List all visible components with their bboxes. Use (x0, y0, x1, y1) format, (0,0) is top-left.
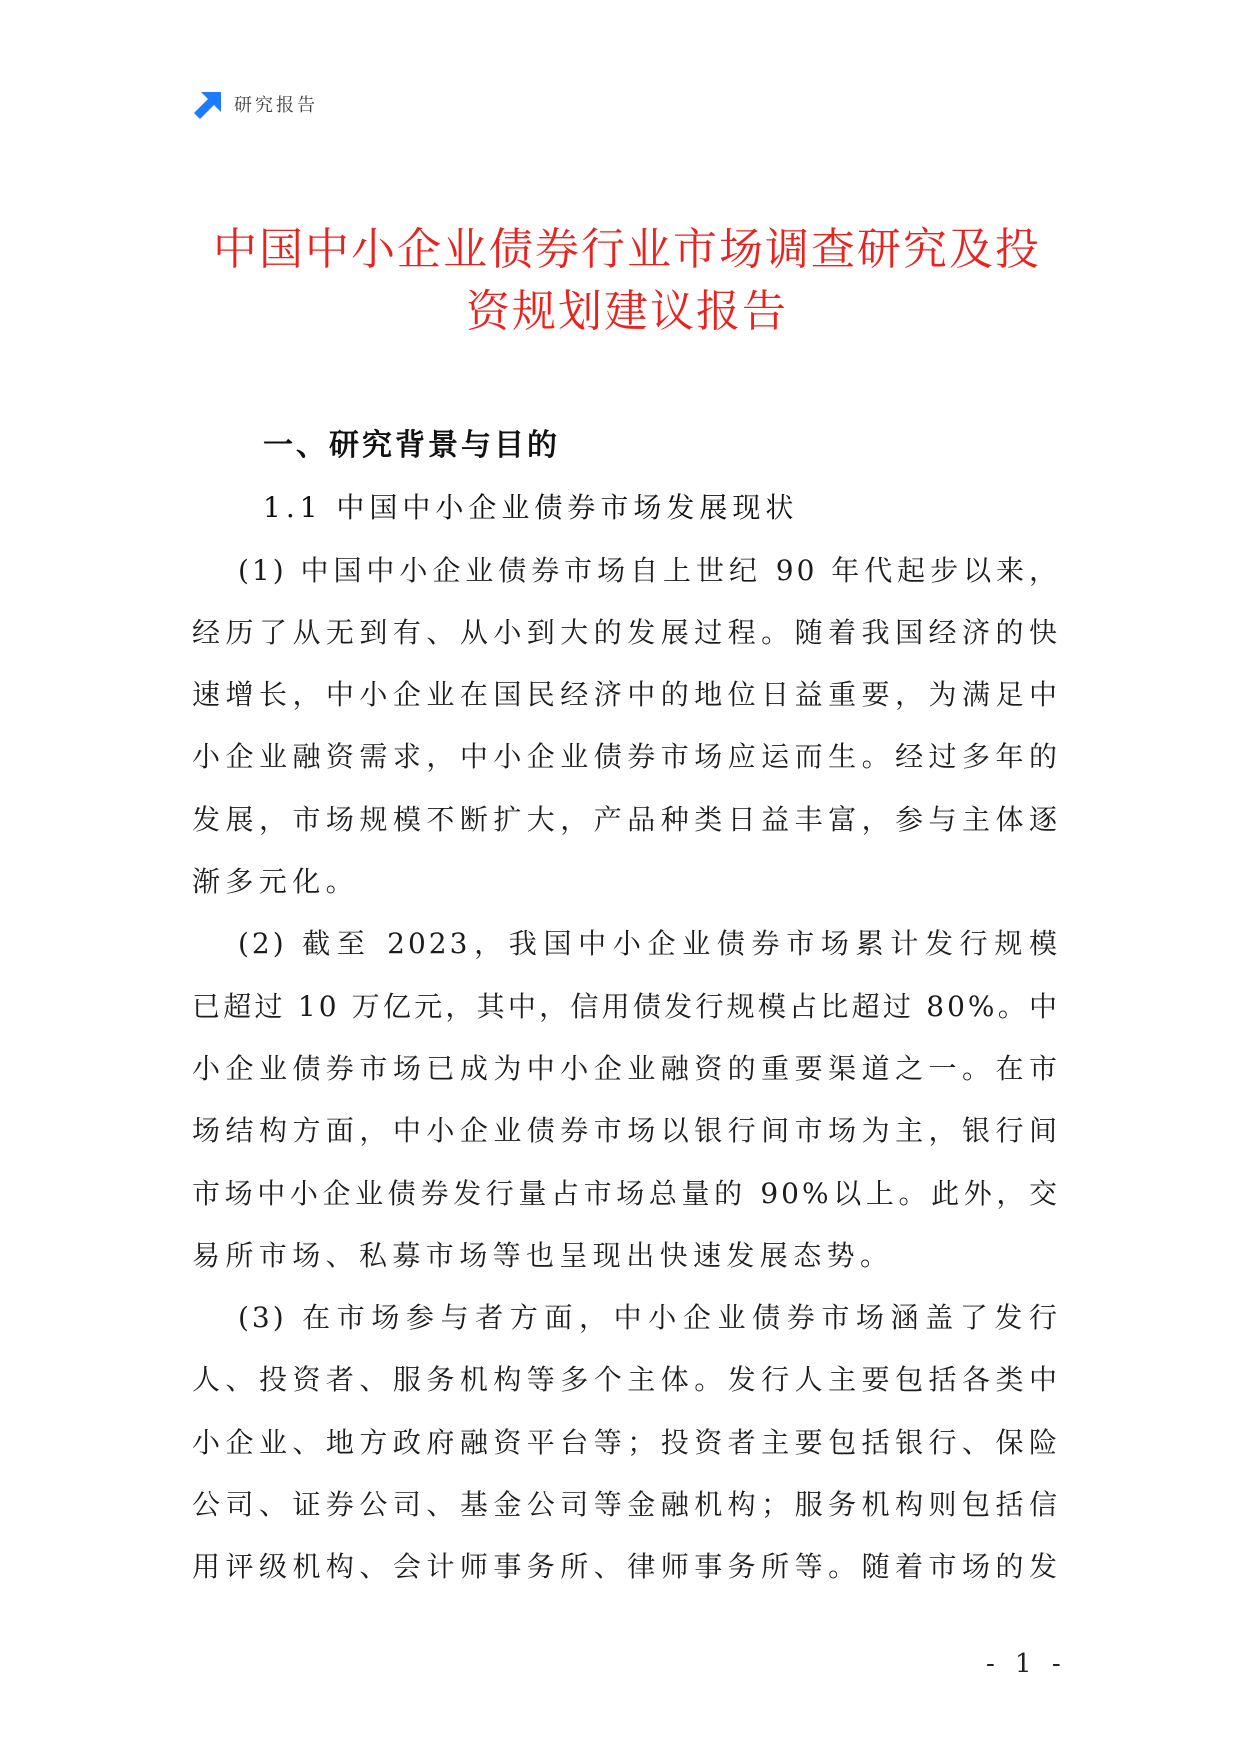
paragraph-1 (192, 540, 1060, 914)
paragraph-line: 经历了从无到有、从小到大的发展过程。随着我国经济的快 (192, 615, 1060, 649)
title-line-1: 中国中小企业债券行业市场调查研究及投 (213, 224, 1041, 275)
paragraph-line: (3) 在市场参与者方面，中小企业债券市场涵盖了发行 (238, 1301, 1060, 1335)
arrow-up-right-icon (192, 91, 222, 121)
paragraph-line: 渐多元化。 (192, 865, 360, 899)
page-number: - 1 - (986, 1649, 1067, 1679)
paragraph-line: 公司、证券公司、基金公司等金融机构；服务机构则包括信 (192, 1488, 1060, 1522)
document-title (192, 219, 1060, 343)
paragraph-line: (2) 截至 2023，我国中小企业债券市场累计发行规模 (238, 927, 1060, 961)
document-body (192, 415, 1060, 1599)
paragraph-line: 小企业债券市场已成为中小企业融资的重要渠道之一。在市 (192, 1051, 1060, 1085)
header-label: 研究报告 (234, 95, 318, 116)
subsection-heading: 1.1 中国中小企业债券市场发展现状 (263, 491, 799, 525)
paragraph-line: 易所市场、私募市场等也呈现出快速发展态势。 (192, 1238, 894, 1272)
paragraph-line: 发展，市场规模不断扩大，产品种类日益丰富，参与主体逐 (192, 802, 1060, 836)
paragraph-line: 用评级机构、会计师事务所、律师事务所等。随着市场的发 (192, 1550, 1060, 1584)
report-header (192, 90, 318, 122)
paragraph-line: 小企业融资需求，中小企业债券市场应运而生。经过多年的 (192, 740, 1060, 774)
paragraph-line: 已超过 10 万亿元，其中，信用债发行规模占比超过 80%。中 (192, 989, 1060, 1023)
paragraph-3 (192, 1287, 1060, 1598)
paragraph-2 (192, 913, 1060, 1287)
paragraph-line: (1) 中国中小企业债券市场自上世纪 90 年代起步以来， (238, 553, 1060, 587)
paragraph-line: 小企业、地方政府融资平台等；投资者主要包括银行、保险 (192, 1425, 1060, 1459)
section-heading: 一、研究背景与目的 (263, 428, 560, 463)
title-line-2: 资规划建议报告 (466, 286, 788, 337)
paragraph-line: 人、投资者、服务机构等多个主体。发行人主要包括各类中 (192, 1363, 1060, 1397)
paragraph-line: 速增长，中小企业在国民经济中的地位日益重要，为满足中 (192, 678, 1060, 712)
paragraph-line: 场结构方面，中小企业债券市场以银行间市场为主，银行间 (192, 1114, 1060, 1148)
paragraph-line: 市场中小企业债券发行量占市场总量的 90%以上。此外，交 (192, 1176, 1060, 1210)
